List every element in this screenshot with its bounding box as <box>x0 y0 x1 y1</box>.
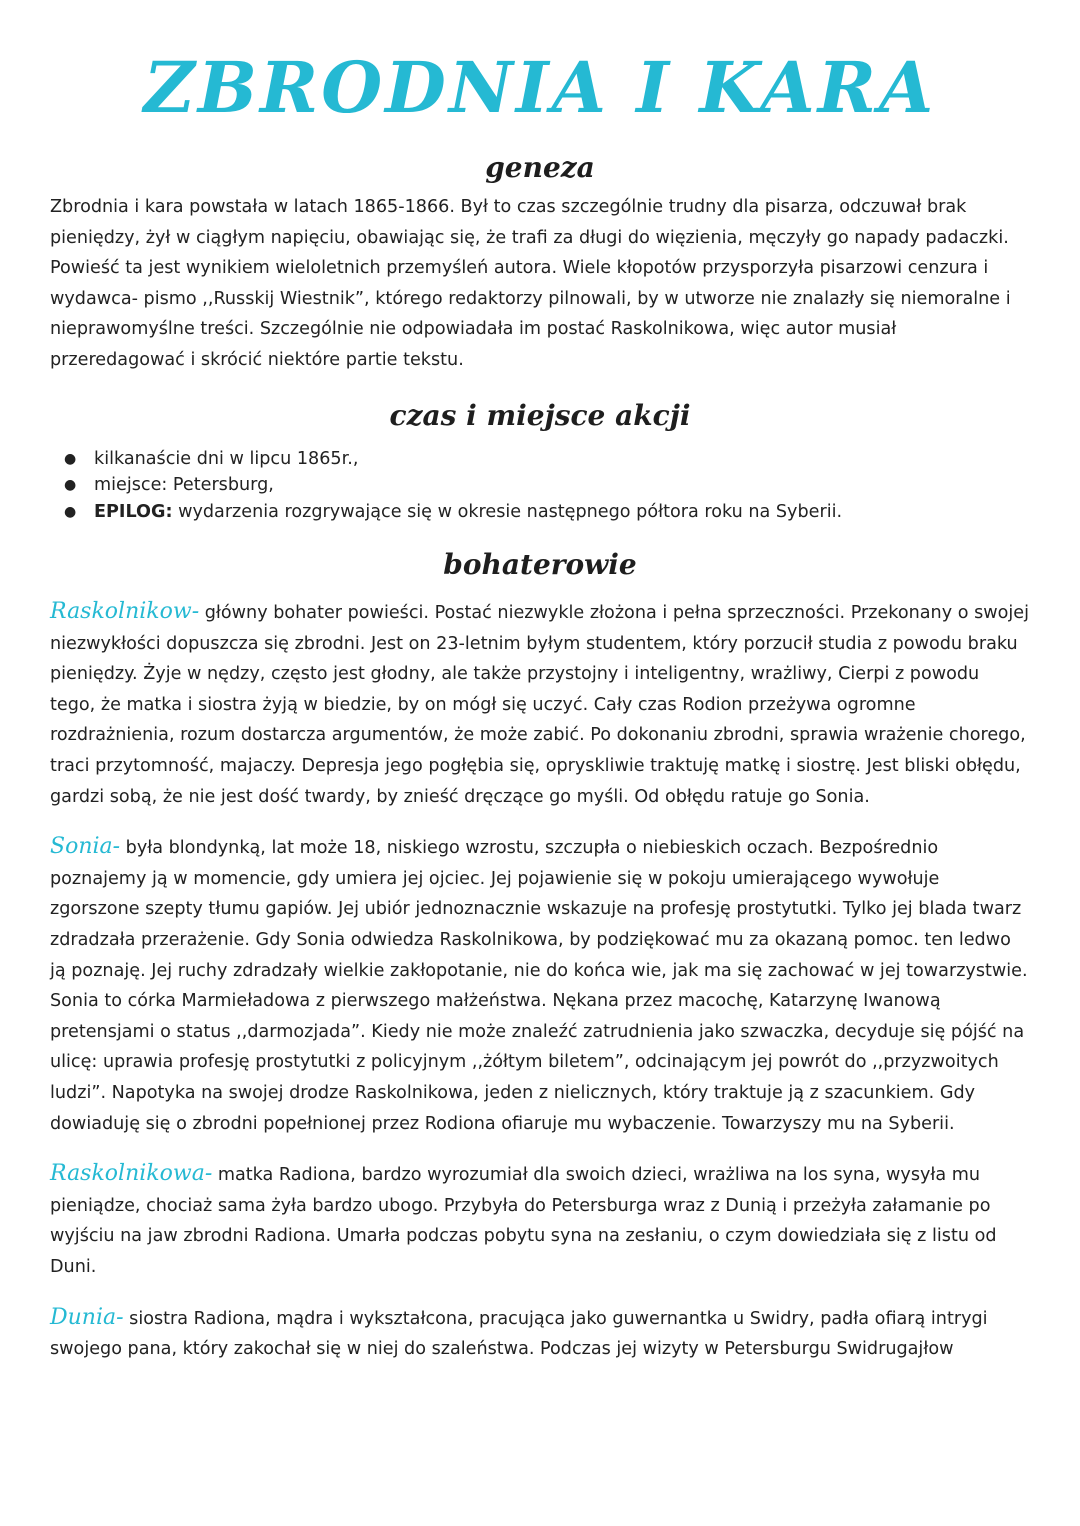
list-item-bold: EPILOG: <box>94 501 173 522</box>
hero-description: matka Radiona, bardzo wyrozumiał dla swoich dzieci, wrażliwa na los syna, wysyła mu pieniądze, chociaż sama żyła bardzo ubogo. Przybyła do Petersburga wraz z Dunią i przeżyła załamanie po wyjściu na jaw zbrodni Radiona. Umarła podczas pobytu syna na zesłaniu, o czym dowiedziała się z listu od Duni. <box>50 1165 997 1277</box>
list-item <box>64 446 1030 473</box>
bullet-icon: ● <box>64 450 77 467</box>
hero-description: główny bohater powieści. Postać niezwykle złożona i pełna sprzeczności. Przekonany o swojej niezwykłości dopuszcza się zbrodni. Jest on 23-letnim byłym studentem, który porzucił studia z powodu braku pieniędzy. Żyje w nędzy, często jest głodny, ale także przystojny i inteligentny, wrażliwy, Cierpi z powodu tego, że matka i siostra żyją w biedzie, by on mógł się uczyć. Cały czas Rodion przeżywa ogromne rozdrażnienia, rozum dostarcza argumentów, że może zabić. Po dokonaniu zbrodni, sprawia wrażenie chorego, traci przytomność, majaczy. Depresja jego pogłębia się, opryskliwie traktuję matkę i siostrę. Jest bliski obłędu, gardzi sobą, że nie jest dość twardy, by znieść dręczące go myśli. Od obłędu ratuje go Sonia. <box>50 603 1029 807</box>
hero-raskolnikow <box>50 597 1030 812</box>
hero-description: siostra Radiona, mądra i wykształcona, pracująca jako guwernantka u Swidry, padła ofiarą intrygi swojego pana, który zakochał się w niej do szaleństwa. Podczas jej wizyty w Petersburgu Swidrugajłow <box>50 1308 988 1360</box>
geneza-paragraph: Zbrodnia i kara powstała w latach 1865-1866. Był to czas szczególnie trudny dla pisarza, odczuwał brak pieniędzy, żył w ciągłym napięciu, obawiając się, że trafi za długi do więzienia, męczyły go napady padaczki. Powieść ta jest wynikiem wieloletnich przemyśleń autora. Wiele kłopotów przysporzyła pisarzowi cenzura i wydawca- pismo ,,Russkij Wiestnik”, którego redaktorzy pilnowali, by w utworze nie znalazły się niemoralne i nieprawomyślne treści. Szczególnie nie odpowiadała im postać Raskolnikowa, więc autor musiał przeredagować i skrócić niektóre partie tekstu. <box>50 197 1011 370</box>
hero-name: Dunia- <box>50 1304 124 1330</box>
document-title: ZBRODNIA I KARA <box>143 46 937 129</box>
hero-name: Raskolnikowa- <box>50 1161 213 1187</box>
section-heading-czas: czas i miejsce akcji <box>389 398 691 432</box>
hero-name: Raskolnikow- <box>50 599 200 625</box>
list-item-text: kilkanaście dni w lipcu 1865r., <box>94 448 359 469</box>
list-item <box>64 472 1030 499</box>
hero-dunia <box>50 1303 1030 1365</box>
list-item-text: miejsce: Petersburg, <box>94 475 274 496</box>
section-heading-geneza: geneza <box>485 151 595 184</box>
czas-list <box>50 446 1030 526</box>
section-heading-bohaterowie: bohaterowie <box>443 548 637 582</box>
bullet-icon: ● <box>64 477 77 494</box>
hero-raskolnikowa <box>50 1159 1030 1282</box>
bullet-icon: ● <box>64 503 77 520</box>
hero-name: Sonia- <box>50 834 121 860</box>
list-item <box>64 499 1030 526</box>
list-item-text: wydarzenia rozgrywające się w okresie następnego półtora roku na Syberii. <box>172 501 843 522</box>
hero-sonia <box>50 832 1030 1139</box>
hero-description: była blondynką, lat może 18, niskiego wzrostu, szczupła o niebieskich oczach. Bezpośrednio poznajemy ją w momencie, gdy umiera jej ojciec. Jej pojawienie się w pokoju umierającego wywołuje zgorszone szepty tłumu gapiów. Jej ubiór jednoznacznie wskazuje na profesję prostytutki. Tylko jej blada twarz zdradzała przerażenie. Gdy Sonia odwiedza Raskolnikowa, by podziękować mu za okazaną pomoc. ten ledwo ją poznaję. Jej ruchy zdradzały wielkie zakłopotanie, nie do końca wie, jak ma się zachować w jej towarzystwie. Sonia to córka Marmieładowa z pierwszego małżeństwa. Nękana przez macochę, Katarzynę Iwanową pretensjami o status ,,darmozjada”. Kiedy nie może znaleźć zatrudnienia jako szwaczka, decyduje się pójść na ulicę: uprawia profesję prostytutki z policyjnym ,,żółtym biletem”, odcinającym jej powrót do ,,przyzwoitych ludzi”. Napotyka na swojej drodze Raskolnikowa, jeden z nielicznych, który traktuje ją z szacunkiem. Gdy dowiaduję się o zbrodni popełnionej przez Rodiona ofiaruje mu wybaczenie. Towarzyszy mu na Syberii. <box>50 838 1028 1134</box>
